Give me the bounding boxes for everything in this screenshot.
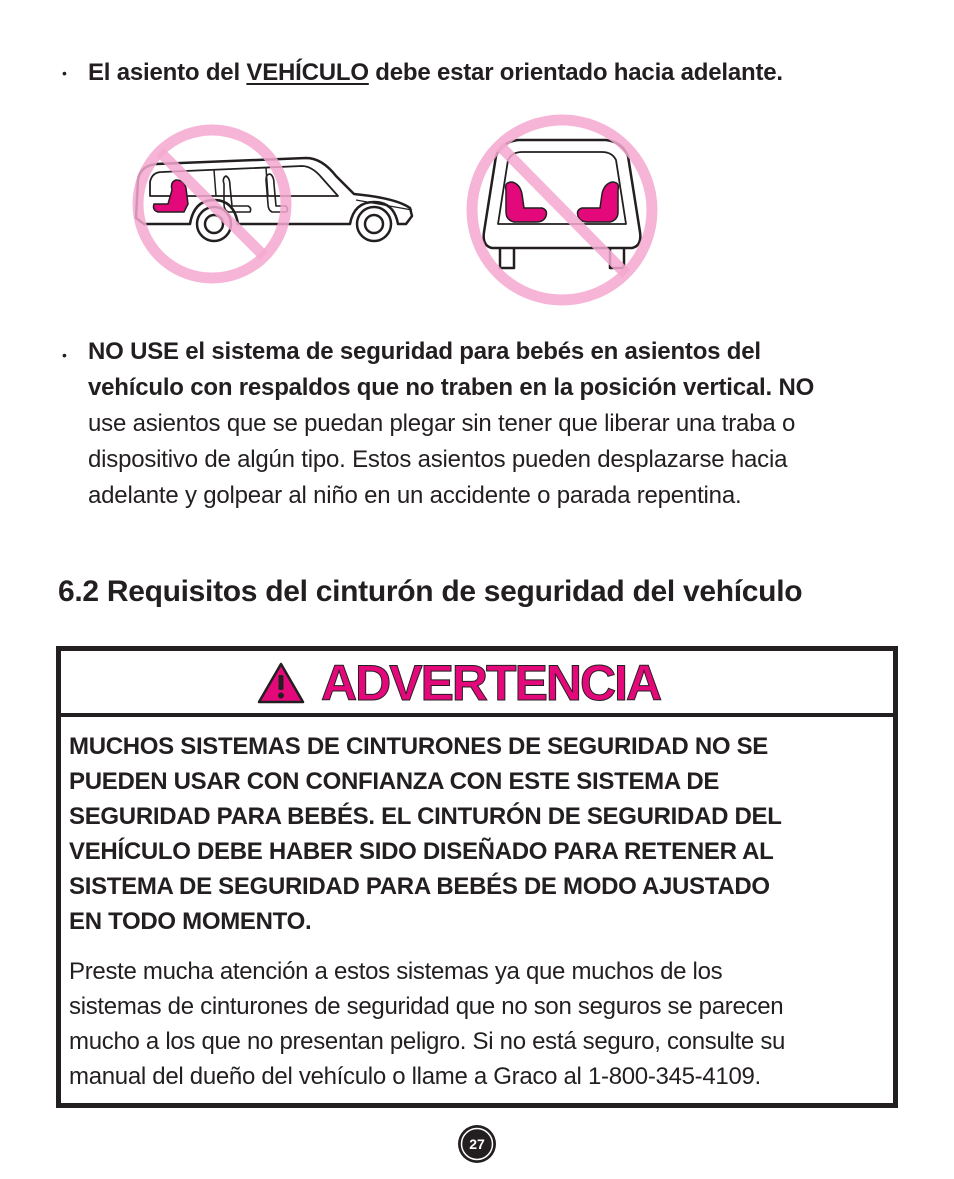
bullet-2-line-2-bold: vehículo con respaldos que no traben en la posición vertical. NO: [88, 374, 815, 401]
warning-title-bar: [61, 651, 893, 717]
bullet-2-line-1: [88, 337, 761, 367]
bullet-2-marker: •: [62, 347, 67, 363]
bullet-1-part1: El asiento del: [88, 59, 247, 86]
page-number-badge: [457, 1124, 497, 1164]
section-heading: 6.2 Requisitos del cinturón de seguridad del vehículo: [58, 575, 803, 608]
bullet-1-part2: debe estar orientado hacia adelante.: [368, 59, 783, 86]
warning-bold-line-1: MUCHOS SISTEMAS DE CINTURONES DE SEGURIDAD NO SE: [69, 733, 769, 760]
prohibition-sign-icon: [472, 120, 652, 300]
warning-bold-line-2: PUEDEN USAR CON CONFIANZA CON ESTE SISTEMA DE: [69, 768, 720, 795]
bullet-1-text: [88, 58, 783, 88]
warning-normal-line-1: Preste mucha atención a estos sistemas ya que muchos de los: [69, 958, 723, 985]
bullet-2-line-5: [88, 481, 741, 511]
bullet-1-underlined: VEHÍCULO: [246, 59, 369, 86]
bullet-1-marker: •: [62, 65, 67, 81]
side-facing-seat-prohibited-illustration: [126, 124, 421, 294]
bullet-2-line-1-bold: NO USE el sistema de seguridad para bebés en asientos del: [88, 338, 761, 365]
bullet-2-line-4: [88, 445, 787, 475]
warning-bold-line-5: SISTEMA DE SEGURIDAD PARA BEBÉS DE MODO AJUSTADO: [69, 873, 770, 900]
warning-bold-line-4: VEHÍCULO DEBE HABER SIDO DISEÑADO PARA RETENER AL: [69, 838, 774, 865]
warning-title-text: ADVERTENCIA: [321, 655, 661, 711]
page-number-badge-shape: [457, 1124, 497, 1164]
rear-facing-seat-prohibited-illustration: [462, 112, 662, 312]
warning-bold-line-6: EN TODO MOMENTO.: [69, 908, 312, 935]
warning-title: [257, 655, 660, 711]
warning-triangle-icon: [257, 661, 305, 705]
bullet-2-line-5-normal: adelante y golpear al niño en un accidente o parada repentina.: [88, 482, 742, 509]
warning-normal-line-4: manual del dueño del vehículo o llame a Graco al 1-800-345-4109.: [69, 1063, 761, 1090]
warning-box: [56, 646, 898, 1108]
warning-normal-line-2: sistemas de cinturones de seguridad que no son seguros se parecen: [69, 993, 784, 1020]
bullet-2-line-3-normal: use asientos que se puedan plegar sin tener que liberar una traba o: [88, 410, 796, 437]
warning-normal-line-3: mucho a los que no presentan peligro. Si no está seguro, consulte su: [69, 1028, 786, 1055]
warning-bold-line-3: SEGURIDAD PARA BEBÉS. EL CINTURÓN DE SEGURIDAD DEL: [69, 803, 782, 830]
bullet-2-line-2: [88, 373, 814, 403]
bullet-2-line-4-normal: dispositivo de algún tipo. Estos asientos pueden desplazarse hacia: [88, 446, 788, 473]
page-number: 27: [469, 1136, 485, 1152]
bullet-2-line-3: [88, 409, 795, 439]
